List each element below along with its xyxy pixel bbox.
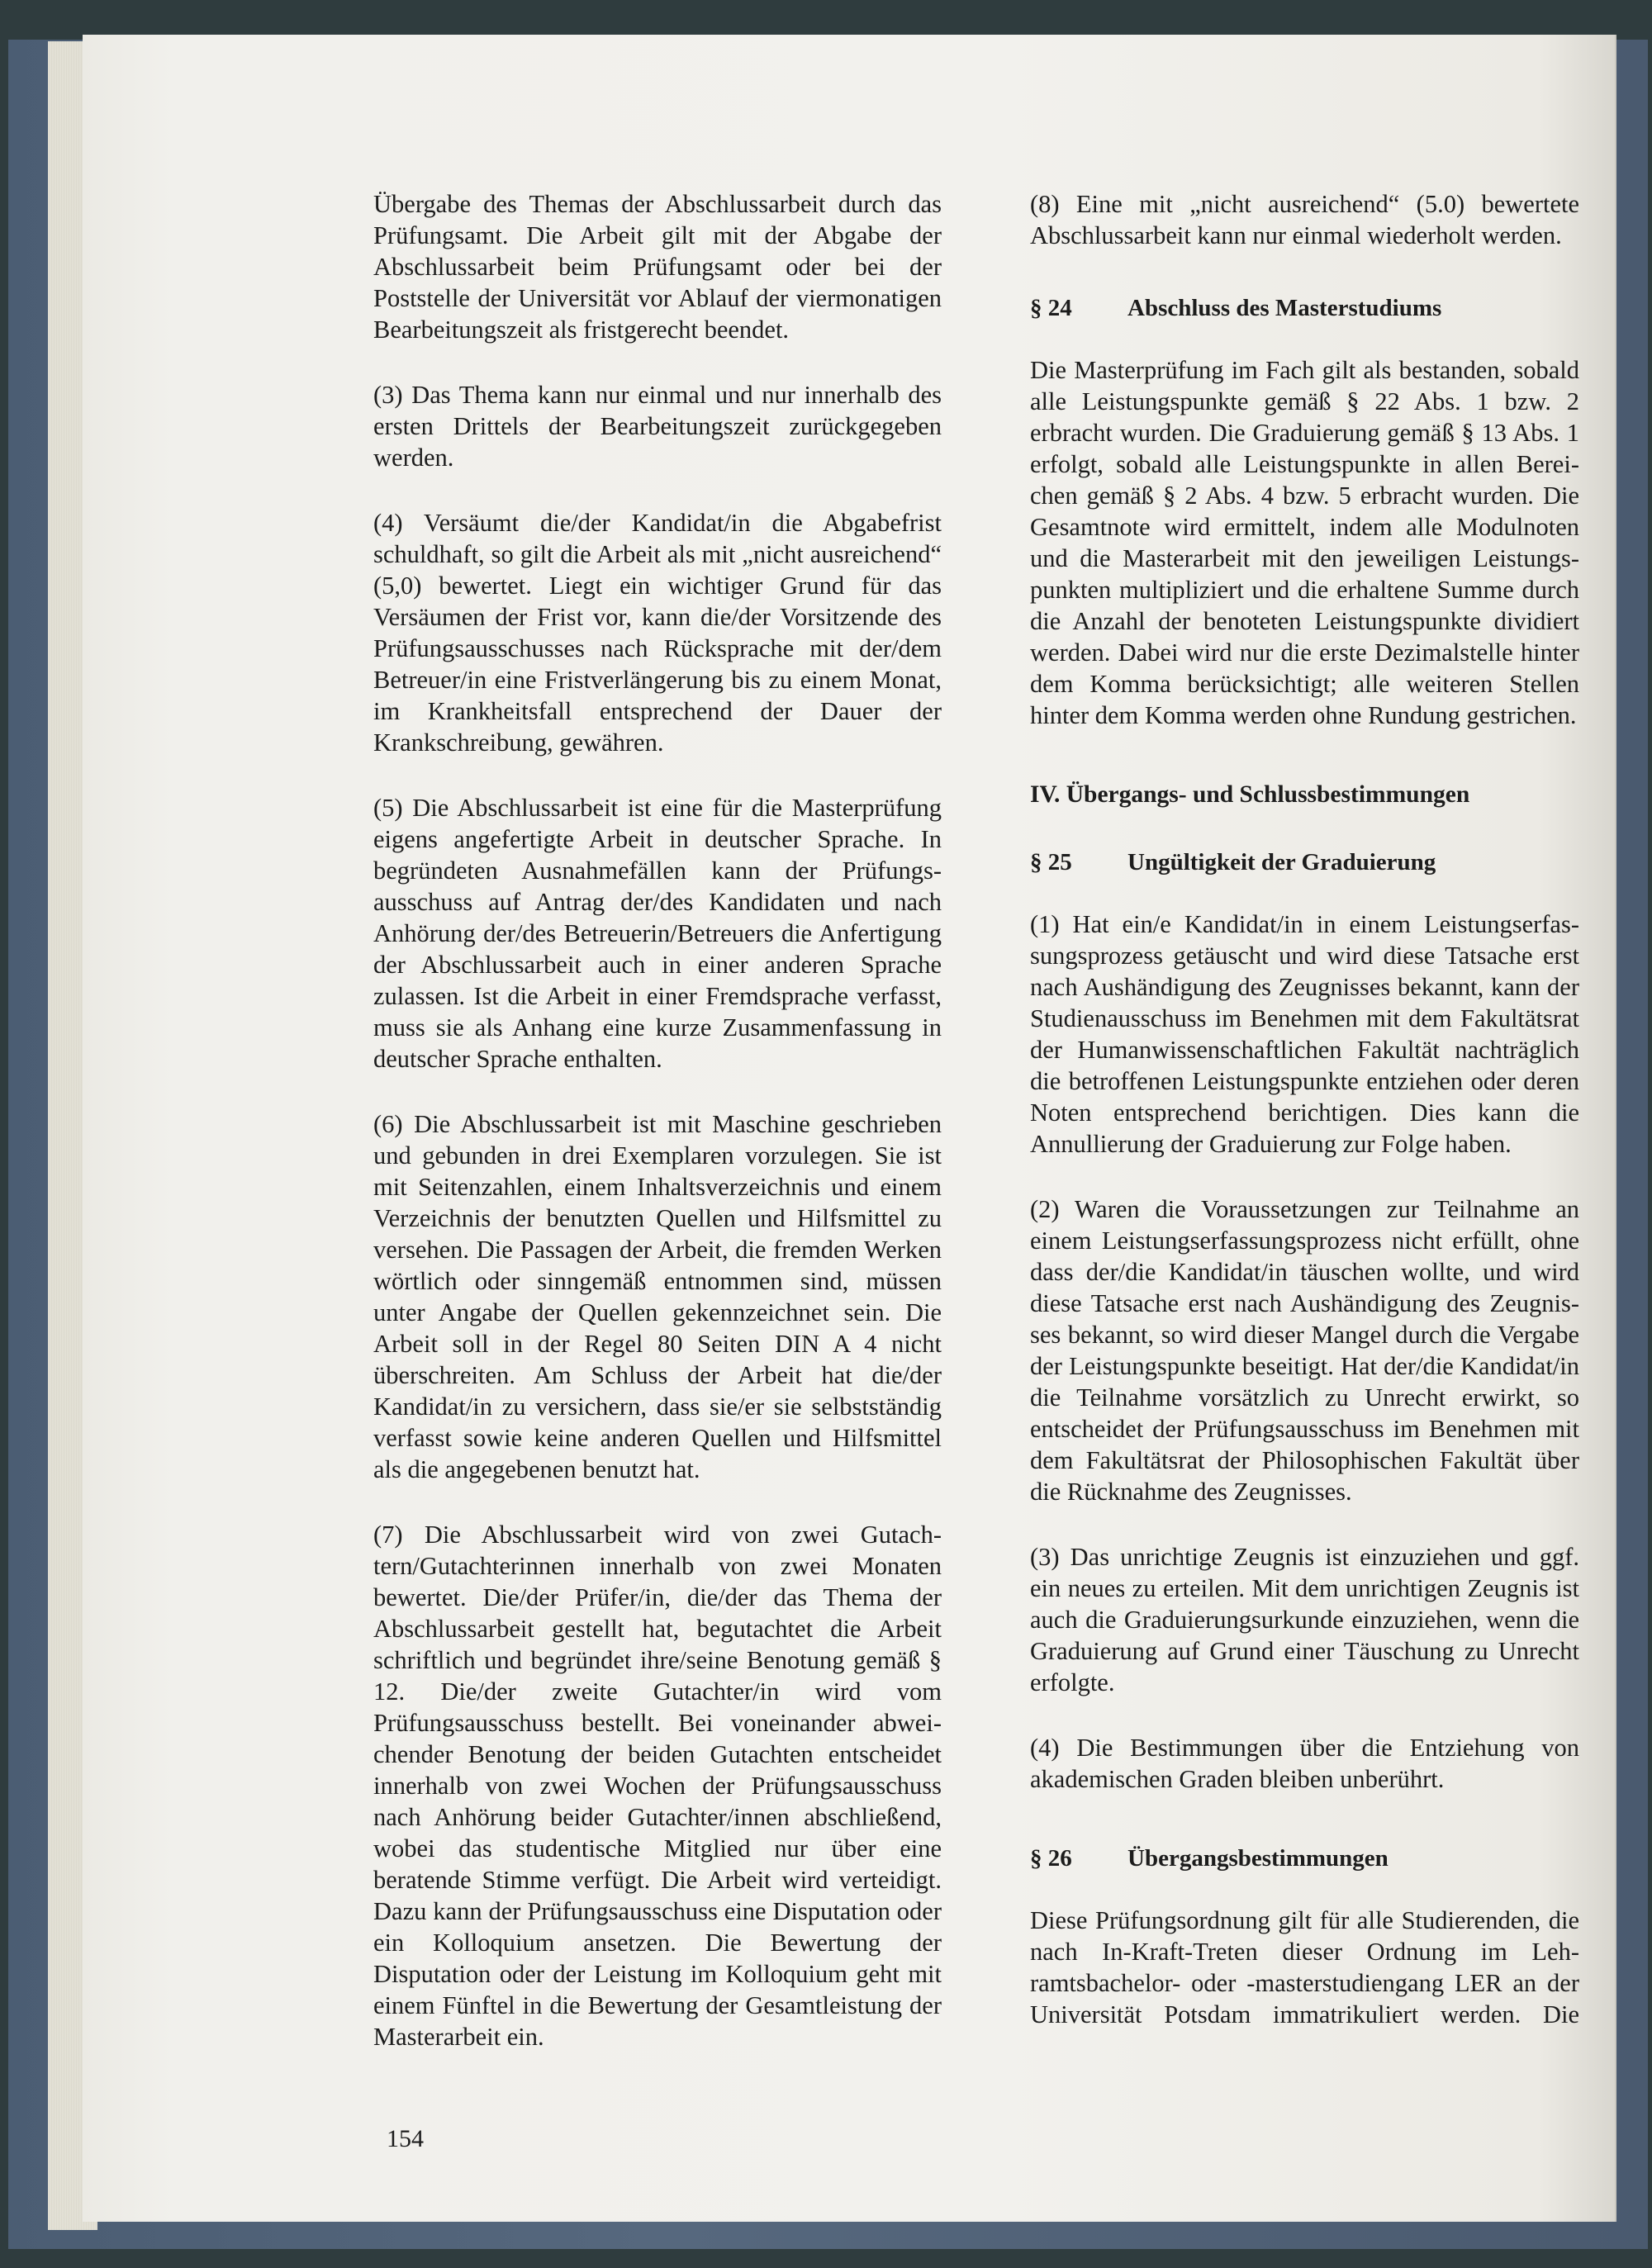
right-column <box>1030 188 1579 2064</box>
paragraph: (2) Waren die Voraussetzungen zur Teilnahme an einem Leistungserfassungsprozess nicht erfüllt, ohne dass der/die Kandidat/in täuschen wollte, und wird diese Tatsache erst nach Aushändigung des Zeugnisses bekannt, so wird dieser Mangel durch die Vergabe der Leistungspunkte beseitigt. Hat der/die Kandidat/in die Teilnahme vorsätzlich zu Unrecht erwirkt, so entscheidet der Prüfungsausschuss im Benehmen mit dem Fakultätsrat der Philosophischen Fakultät über die Rücknahme des Zeugnisses. <box>1030 1195 1579 1506</box>
section-number: § 26 <box>1030 1845 1072 1872</box>
section-title: Ungültigkeit der Graduierung <box>1127 849 1436 875</box>
section-heading-26 <box>1030 1843 1579 1874</box>
paragraph: (6) Die Abschlussarbeit ist mit Maschine geschrieben und gebunden in drei Exemplaren vorzulegen. Sie ist mit Seitenzahlen, einem Inhaltsverzeichnis und einem Verzeichnis der benutzten Quellen und Hilfsmittel zu versehen. Die Passagen der Arbeit, die fremden Werken wörtlich oder sinngemäß entnommen sind, müssen unter Angabe der Quellen gekennzeichnet sein. Die Arbeit soll in der Regel 80 Seiten DIN A 4 nicht überschreiten. Am Schluss der Arbeit hat die/der Kandidat/in zu versichern, dass sie/er sie selbstständig verfasst sowie keine anderen Quellen und Hilfsmittel als die angegebenen benutzt hat. <box>373 1110 942 1483</box>
section-title: Abschluss des Masterstudiums <box>1127 295 1442 321</box>
paragraph: (7) Die Abschlussarbeit wird von zwei Gutachtern/Gutachterinnen innerhalb von zwei Monaten bewertet. Die/der Prüfer/in, die/der das Thema der Abschlussarbeit gestellt hat, begutachtet die Arbeit schriftlich und begründet ihre/seine Benotung gemäß § 12. Die/der zweite Gutachter/in wird vom Prüfungsausschuss bestellt. Bei voneinander abweichender Benotung der beiden Gutachten entscheidet innerhalb von zwei Wochen der Prüfungsausschuss nach Anhörung beider Gutachter/innen abschließend, wobei das studentische Mitglied nur über eine beratende Stimme verfügt. Die Arbeit wird verteidigt. Dazu kann der Prüfungsausschuss eine Disputation oder ein Kolloquium ansetzen. Die Bewertung der Disputation oder der Leistung im Kolloquium geht mit einem Fünftel in die Bewertung der Gesamtleistung der Masterarbeit ein. <box>373 1521 942 2051</box>
section-number: § 24 <box>1030 295 1072 321</box>
paragraph: (8) Eine mit „nicht ausreichend“ (5.0) bewertete Abschlussarbeit kann nur einmal wiederholt werden. <box>1030 190 1579 249</box>
paragraph: (5) Die Abschlussarbeit ist eine für die Masterprüfung eigens angefertigte Arbeit in deutscher Sprache. In begründeten Ausnahmefällen kann der Prüfungsausschuss auf Antrag der/des Kandidaten und nach Anhörung der/des Betreuerin/Betreuers die Anfertigung der Abschlussarbeit auch in einer anderen Sprache zulassen. Ist die Arbeit in einer Fremdsprache verfasst, muss sie als Anhang eine kurze Zusammenfassung in deutscher Sprache enthalten. <box>373 794 942 1073</box>
paragraph: (4) Die Bestimmungen über die Entziehung von akademischen Graden bleiben unberührt. <box>1030 1734 1579 1793</box>
paragraph: (1) Hat ein/e Kandidat/in in einem Leistungserfassungsprozess getäuscht und wird diese Tatsache erst nach Aushändigung des Zeugnisses bekannt, kann der Studienausschuss im Benehmen mit dem Fakultätsrat der Humanwissenschaftlichen Fakultät nachträglich die betroffenen Leistungspunkte entziehen oder deren Noten entsprechend berichtigen. Dies kann die Annullierung der Graduierung zur Folge haben. <box>1030 910 1579 1158</box>
paragraph: (3) Das Thema kann nur einmal und nur innerhalb des ersten Drittels der Bearbeitungszeit zurückgegeben werden. <box>373 381 942 472</box>
chapter-heading: IV. Übergangs- und Schlussbestimmungen <box>1030 781 1470 808</box>
left-column <box>373 188 942 2086</box>
paragraph: (3) Das unrichtige Zeugnis ist einzuziehen und ggf. ein neues zu erteilen. Mit dem unrichtigen Zeugnis ist auch die Graduierungsurkunde einzuziehen, wenn die Graduierung auf Grund einer Täuschung zu Unrecht erfolgte. <box>1030 1543 1579 1696</box>
section-heading-24 <box>1030 292 1579 324</box>
section-number: § 25 <box>1030 849 1072 875</box>
paragraph: Diese Prüfungsordnung gilt für alle Studierenden, die nach In-Kraft-Treten dieser Ordnung im Lehramtsbachelor- oder -masterstudiengang LER an der Universität Potsdam immatrikuliert werden. Die <box>1030 1906 1579 2028</box>
section-heading-25 <box>1030 847 1579 878</box>
section-title: Übergangsbestimmungen <box>1127 1845 1389 1872</box>
page-number: 154 <box>387 2125 424 2152</box>
paragraph: Die Masterprüfung im Fach gilt als bestanden, sobald alle Leistungspunkte gemäß § 22 Abs. 1 bzw. 2 erbracht wurden. Die Graduierung gemäß § 13 Abs. 1 erfolgt, sobald alle Leistungspunkte in allen Bereichen gemäß § 2 Abs. 4 bzw. 5 erbracht wurden. Die Gesamtnote wird ermittelt, indem alle Modulnoten und die Masterarbeit mit den jeweiligen Leistungspunkten multipliziert und die erhaltene Summe durch die Anzahl der benoteten Leistungspunkte dividiert werden. Dabei wird nur die erste Dezimalstelle hinter dem Komma berücksichtigt; alle weiteren Stellen hinter dem Komma werden ohne Rundung gestrichen. <box>1030 356 1579 729</box>
paragraph: Übergabe des Themas der Abschlussarbeit durch das Prüfungsamt. Die Arbeit gilt mit der Abgabe der Abschlussarbeit beim Prüfungsamt oder bei der Poststelle der Universität vor Ablauf der viermonatigen Bearbeitungszeit als fristgerecht beendet. <box>373 190 942 344</box>
paragraph: (4) Versäumt die/der Kandidat/in die Abgabefrist schuldhaft, so gilt die Arbeit als mit „nicht ausreichend“ (5,0) bewertet. Liegt ein wichtiger Grund für das Versäumen der Frist vor, kann die/der Vorsitzende des Prüfungsausschusses nach Rücksprache mit der/dem Betreuer/in eine Fristverlängerung bis zu einem Monat, im Krankheitsfall entsprechend der Dauer der Krankschreibung, gewähren. <box>373 509 942 757</box>
